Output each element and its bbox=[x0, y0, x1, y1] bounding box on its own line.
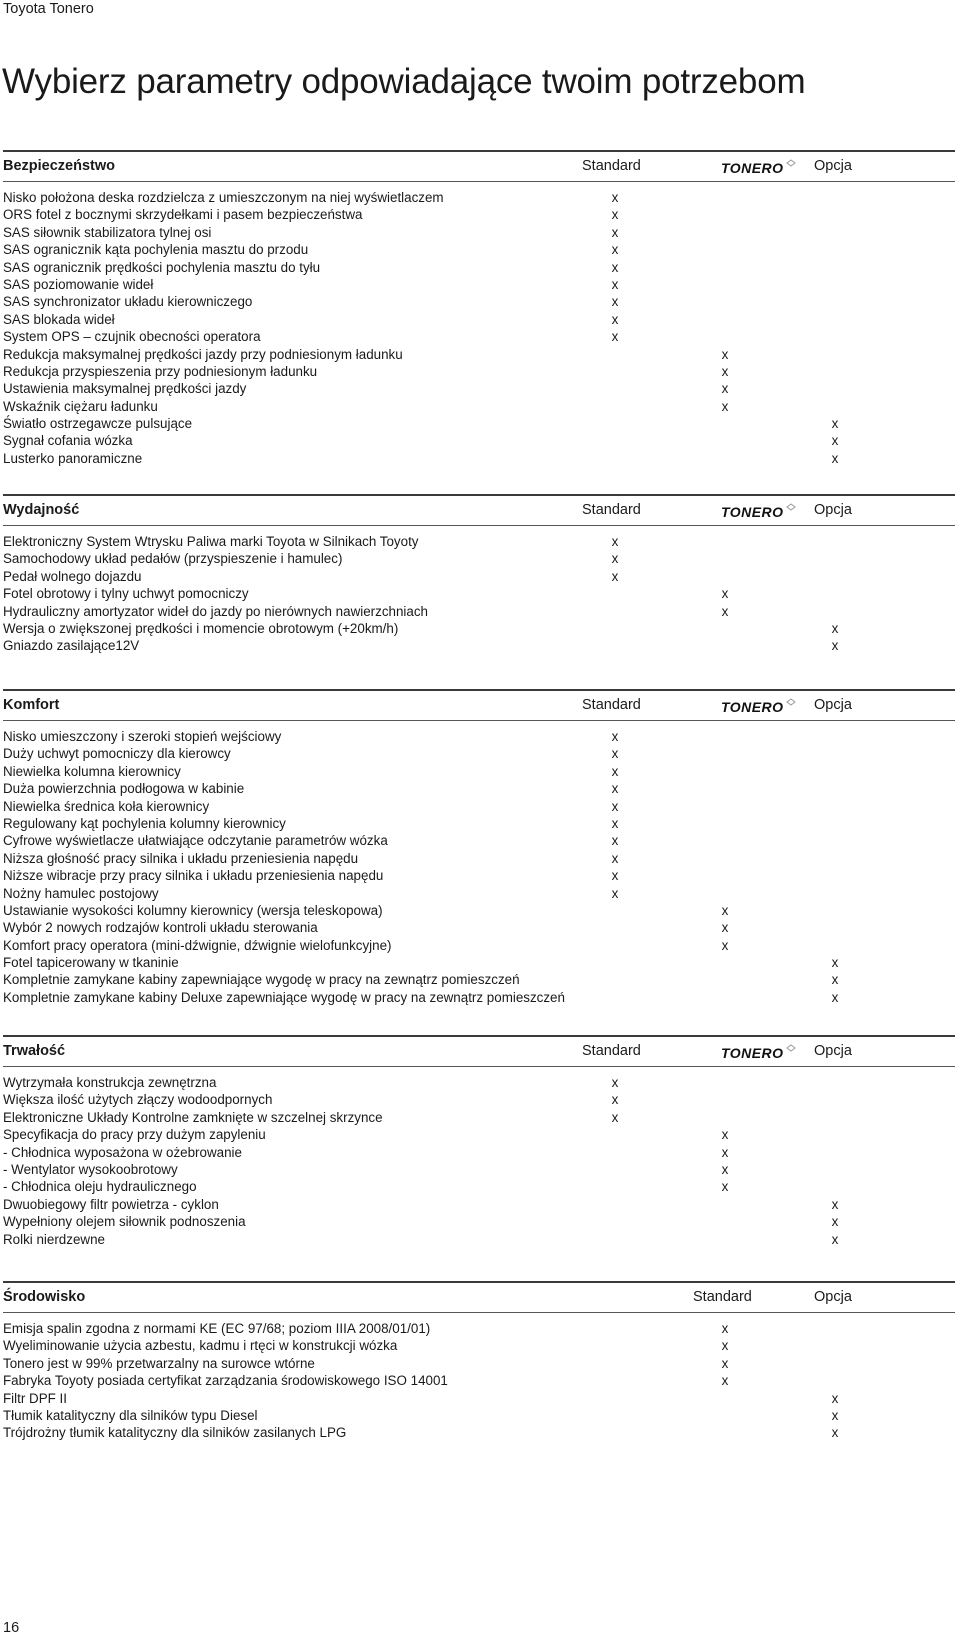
feature-label: Tłumik katalityczny dla silników typu Diesel bbox=[3, 1407, 258, 1423]
feature-row bbox=[3, 867, 955, 884]
spec-section bbox=[3, 1281, 955, 1442]
feature-row bbox=[3, 533, 955, 550]
standard-column-label: Standard bbox=[582, 1043, 641, 1059]
availability-mark: x bbox=[831, 1425, 839, 1441]
feature-label: SAS poziomowanie wideł bbox=[3, 276, 154, 292]
feature-label: Większa ilość użytych złączy wodoodpornych bbox=[3, 1092, 273, 1108]
feature-label: Fabryka Toyoty posiada certyfikat zarządzania środowiskowego ISO 14001 bbox=[3, 1373, 448, 1389]
availability-mark: x bbox=[831, 620, 839, 636]
svg-text:TONERO: TONERO bbox=[721, 160, 783, 176]
feature-row bbox=[3, 745, 955, 762]
feature-row bbox=[3, 432, 955, 449]
availability-mark: x bbox=[721, 1144, 729, 1160]
feature-row bbox=[3, 1337, 955, 1354]
availability-mark: x bbox=[611, 207, 619, 223]
feature-label: SAS siłownik stabilizatora tylnej osi bbox=[3, 224, 212, 240]
standard-column-label: Standard bbox=[582, 697, 641, 713]
feature-label: Kompletnie zamykane kabiny zapewniające wygodę w pracy na zewnątrz pomieszczeń bbox=[3, 972, 520, 988]
feature-label: Emisja spalin zgodna z normami KE (EC 97/68; poziom IIIA 2008/01/01) bbox=[3, 1321, 431, 1336]
availability-mark: x bbox=[611, 551, 619, 567]
feature-label: Światło ostrzegawcze pulsujące bbox=[3, 416, 193, 432]
feature-row bbox=[3, 293, 955, 310]
feature-row bbox=[3, 398, 955, 415]
tonero-logo-icon bbox=[721, 698, 799, 716]
spec-section bbox=[3, 494, 955, 655]
feature-row bbox=[3, 450, 955, 467]
tonero-logo-icon bbox=[721, 1044, 799, 1062]
availability-mark: x bbox=[721, 1127, 729, 1143]
feature-label: Niewielka średnica koła kierownicy bbox=[3, 798, 210, 814]
feature-label: Wypełniony olejem siłownik podnoszenia bbox=[3, 1214, 246, 1230]
feature-label: SAS synchronizator układu kierowniczego bbox=[3, 294, 253, 310]
page-number: 16 bbox=[3, 1620, 20, 1636]
feature-list bbox=[3, 1313, 955, 1442]
feature-list bbox=[3, 721, 955, 1006]
feature-row bbox=[3, 346, 955, 363]
availability-mark: x bbox=[831, 989, 839, 1005]
feature-row bbox=[3, 276, 955, 293]
availability-mark: x bbox=[721, 603, 729, 619]
feature-label: Wybór 2 nowych rodzajów kontroli układu sterowania bbox=[3, 920, 318, 936]
feature-row bbox=[3, 798, 955, 815]
availability-mark: x bbox=[611, 190, 619, 205]
feature-list bbox=[3, 526, 955, 655]
feature-label: Kompletnie zamykane kabiny Deluxe zapewniające wygodę w pracy na zewnątrz pomieszczeń bbox=[3, 989, 565, 1005]
availability-mark: x bbox=[831, 1214, 839, 1230]
feature-label: Komfort pracy operatora (mini-dźwignie, dźwignie wielofunkcyjne) bbox=[3, 937, 392, 953]
option-column-label: Opcja bbox=[814, 158, 852, 174]
standard-column-label: Standard bbox=[693, 1289, 752, 1305]
feature-row bbox=[3, 550, 955, 567]
svg-text:TONERO: TONERO bbox=[721, 1045, 783, 1061]
feature-row bbox=[3, 568, 955, 585]
feature-row bbox=[3, 206, 955, 223]
availability-mark: x bbox=[721, 363, 729, 379]
feature-label: Trójdrożny tłumik katalityczny dla silników zasilanych LPG bbox=[3, 1425, 347, 1441]
feature-label: Fotel obrotowy i tylny uchwyt pomocniczy bbox=[3, 586, 249, 602]
feature-label: Sygnał cofania wózka bbox=[3, 433, 133, 449]
feature-row bbox=[3, 728, 955, 745]
feature-label: Duża powierzchnia podłogowa w kabinie bbox=[3, 781, 245, 797]
feature-label: Elektroniczne Układy Kontrolne zamknięte w szczelnej skrzynce bbox=[3, 1109, 383, 1125]
availability-mark: x bbox=[611, 746, 619, 762]
section-title: Trwałość bbox=[3, 1043, 66, 1059]
option-column-label: Opcja bbox=[814, 697, 852, 713]
availability-mark: x bbox=[721, 1161, 729, 1177]
feature-row bbox=[3, 1074, 955, 1091]
feature-label: Samochodowy układ pedałów (przyspieszenie i hamulec) bbox=[3, 551, 343, 567]
feature-row bbox=[3, 954, 955, 971]
availability-mark: x bbox=[721, 381, 729, 397]
option-column-label: Opcja bbox=[814, 1289, 852, 1305]
feature-label: Filtr DPF II bbox=[3, 1390, 67, 1406]
feature-label: Cyfrowe wyświetlacze ułatwiające odczytanie parametrów wózka bbox=[3, 833, 388, 849]
availability-mark: x bbox=[611, 568, 619, 584]
feature-label: Lusterko panoramiczne bbox=[3, 450, 143, 466]
availability-mark: x bbox=[611, 259, 619, 275]
availability-mark: x bbox=[611, 224, 619, 240]
section-title: Środowisko bbox=[3, 1289, 86, 1305]
feature-row bbox=[3, 415, 955, 432]
option-column-label: Opcja bbox=[814, 502, 852, 518]
feature-label: ORS fotel z bocznymi skrzydełkami i pasem bezpieczeństwa bbox=[3, 207, 363, 223]
feature-row bbox=[3, 937, 955, 954]
section-header bbox=[3, 1281, 955, 1313]
feature-row bbox=[3, 259, 955, 276]
availability-mark: x bbox=[611, 798, 619, 814]
availability-mark: x bbox=[831, 972, 839, 988]
availability-mark: x bbox=[721, 1321, 729, 1336]
feature-label: Redukcja maksymalnej prędkości jazdy przy podniesionym ładunku bbox=[3, 346, 403, 362]
feature-row bbox=[3, 971, 955, 988]
feature-row bbox=[3, 1161, 955, 1178]
section-header bbox=[3, 150, 955, 182]
feature-row bbox=[3, 603, 955, 620]
feature-label: Wytrzymała konstrukcja zewnętrzna bbox=[3, 1075, 217, 1090]
feature-label: Pedał wolnego dojazdu bbox=[3, 568, 142, 584]
standard-column-label: Standard bbox=[582, 158, 641, 174]
feature-row bbox=[3, 1355, 955, 1372]
availability-mark: x bbox=[611, 885, 619, 901]
feature-label: Specyfikacja do pracy przy dużym zapyleniu bbox=[3, 1127, 266, 1143]
availability-mark: x bbox=[611, 534, 619, 549]
feature-row bbox=[3, 1109, 955, 1126]
feature-label: Niższa głośność pracy silnika i układu przeniesienia napędu bbox=[3, 850, 359, 866]
availability-mark: x bbox=[721, 937, 729, 953]
availability-mark: x bbox=[831, 1407, 839, 1423]
availability-mark: x bbox=[831, 1231, 839, 1247]
feature-row bbox=[3, 1320, 955, 1337]
tonero-logo-icon bbox=[721, 159, 799, 177]
feature-row bbox=[3, 1091, 955, 1108]
availability-mark: x bbox=[611, 294, 619, 310]
feature-row bbox=[3, 224, 955, 241]
svg-text:TONERO: TONERO bbox=[721, 699, 783, 715]
spec-section bbox=[3, 689, 955, 1006]
feature-list bbox=[3, 1067, 955, 1248]
availability-mark: x bbox=[721, 1338, 729, 1354]
feature-label: SAS blokada wideł bbox=[3, 311, 115, 327]
availability-mark: x bbox=[611, 1109, 619, 1125]
availability-mark: x bbox=[611, 729, 619, 744]
feature-label: Niższe wibracje przy pracy silnika i układu przeniesienia napędu bbox=[3, 868, 384, 884]
availability-mark: x bbox=[721, 902, 729, 918]
feature-row bbox=[3, 1178, 955, 1195]
option-column-label: Opcja bbox=[814, 1043, 852, 1059]
availability-mark: x bbox=[611, 311, 619, 327]
availability-mark: x bbox=[721, 1355, 729, 1371]
availability-mark: x bbox=[611, 242, 619, 258]
availability-mark: x bbox=[611, 781, 619, 797]
feature-row bbox=[3, 1390, 955, 1407]
feature-row bbox=[3, 885, 955, 902]
spec-section bbox=[3, 1035, 955, 1248]
feature-row bbox=[3, 832, 955, 849]
availability-mark: x bbox=[721, 1373, 729, 1389]
feature-label: Wersja o zwiększonej prędkości i momencie obrotowym (+20km/h) bbox=[3, 620, 399, 636]
feature-label: - Wentylator wysokoobrotowy bbox=[3, 1161, 178, 1177]
feature-label: Ustawienia maksymalnej prędkości jazdy bbox=[3, 381, 247, 397]
feature-label: Nożny hamulec postojowy bbox=[3, 885, 159, 901]
feature-row bbox=[3, 1407, 955, 1424]
feature-row bbox=[3, 919, 955, 936]
section-header bbox=[3, 1035, 955, 1067]
feature-row bbox=[3, 585, 955, 602]
availability-mark: x bbox=[721, 346, 729, 362]
section-title: Wydajność bbox=[3, 502, 80, 518]
availability-mark: x bbox=[611, 1092, 619, 1108]
feature-row bbox=[3, 380, 955, 397]
availability-mark: x bbox=[611, 868, 619, 884]
availability-mark: x bbox=[831, 1390, 839, 1406]
availability-mark: x bbox=[831, 1196, 839, 1212]
feature-label: Dwuobiegowy filtr powietrza - cyklon bbox=[3, 1196, 219, 1212]
feature-label: Elektroniczny System Wtrysku Paliwa marki Toyota w Silnikach Toyoty bbox=[3, 534, 419, 549]
availability-mark: x bbox=[831, 416, 839, 432]
feature-label: SAS ogranicznik prędkości pochylenia masztu do tyłu bbox=[3, 259, 321, 275]
standard-column-label: Standard bbox=[582, 502, 641, 518]
feature-label: Nisko umieszczony i szeroki stopień wejściowy bbox=[3, 729, 282, 744]
feature-row bbox=[3, 363, 955, 380]
feature-row bbox=[3, 328, 955, 345]
spec-section bbox=[3, 150, 955, 467]
feature-label: Redukcja przyspieszenia przy podniesionym ładunku bbox=[3, 363, 318, 379]
feature-label: Tonero jest w 99% przetwarzalny na surowce wtórne bbox=[3, 1355, 315, 1371]
availability-mark: x bbox=[721, 1179, 729, 1195]
feature-row bbox=[3, 1424, 955, 1441]
feature-label: - Chłodnica wyposażona w ożebrowanie bbox=[3, 1144, 242, 1160]
availability-mark: x bbox=[721, 920, 729, 936]
feature-row bbox=[3, 1231, 955, 1248]
feature-list bbox=[3, 182, 955, 467]
availability-mark: x bbox=[611, 329, 619, 345]
availability-mark: x bbox=[611, 276, 619, 292]
availability-mark: x bbox=[721, 586, 729, 602]
feature-row bbox=[3, 989, 955, 1006]
feature-label: Duży uchwyt pomocniczy dla kierowcy bbox=[3, 746, 231, 762]
feature-row bbox=[3, 850, 955, 867]
feature-row bbox=[3, 311, 955, 328]
availability-mark: x bbox=[831, 433, 839, 449]
feature-row bbox=[3, 637, 955, 654]
feature-label: System OPS – czujnik obecności operatora bbox=[3, 329, 261, 345]
availability-mark: x bbox=[611, 815, 619, 831]
feature-row bbox=[3, 1126, 955, 1143]
availability-mark: x bbox=[831, 955, 839, 971]
feature-label: Ustawianie wysokości kolumny kierownicy (wersja teleskopowa) bbox=[3, 902, 383, 918]
availability-mark: x bbox=[721, 398, 729, 414]
feature-label: Nisko położona deska rozdzielcza z umieszczonym na niej wyświetlaczem bbox=[3, 190, 444, 205]
feature-label: Wyeliminowanie użycia azbestu, kadmu i rtęci w konstrukcji wózka bbox=[3, 1338, 398, 1354]
feature-label: Fotel tapicerowany w tkaninie bbox=[3, 955, 179, 971]
svg-text:TONERO: TONERO bbox=[721, 504, 783, 520]
page-title: Wybierz parametry odpowiadające twoim potrzebom bbox=[2, 62, 806, 101]
feature-row bbox=[3, 763, 955, 780]
feature-row bbox=[3, 620, 955, 637]
availability-mark: x bbox=[611, 1075, 619, 1090]
feature-label: Gniazdo zasilające12V bbox=[3, 638, 140, 654]
section-header bbox=[3, 494, 955, 526]
feature-label: - Chłodnica oleju hydraulicznego bbox=[3, 1179, 197, 1195]
feature-label: Niewielka kolumna kierownicy bbox=[3, 763, 181, 779]
brand-label: Toyota Tonero bbox=[3, 1, 94, 17]
feature-row bbox=[3, 902, 955, 919]
availability-mark: x bbox=[611, 833, 619, 849]
section-header bbox=[3, 689, 955, 721]
feature-row bbox=[3, 1144, 955, 1161]
feature-label: Hydrauliczny amortyzator wideł do jazdy po nierównych nawierzchniach bbox=[3, 603, 428, 619]
feature-row bbox=[3, 241, 955, 258]
feature-row bbox=[3, 1213, 955, 1230]
tonero-logo-icon bbox=[721, 503, 799, 521]
feature-label: Wskaźnik ciężaru ładunku bbox=[3, 398, 158, 414]
feature-row bbox=[3, 780, 955, 797]
feature-label: Rolki nierdzewne bbox=[3, 1231, 105, 1247]
feature-row bbox=[3, 189, 955, 206]
feature-label: Regulowany kąt pochylenia kolumny kierownicy bbox=[3, 815, 286, 831]
section-title: Bezpieczeństwo bbox=[3, 158, 115, 174]
availability-mark: x bbox=[831, 638, 839, 654]
availability-mark: x bbox=[611, 850, 619, 866]
feature-row bbox=[3, 815, 955, 832]
feature-row bbox=[3, 1372, 955, 1389]
section-title: Komfort bbox=[3, 697, 60, 713]
availability-mark: x bbox=[831, 450, 839, 466]
feature-label: SAS ogranicznik kąta pochylenia masztu do przodu bbox=[3, 242, 309, 258]
availability-mark: x bbox=[611, 763, 619, 779]
feature-row bbox=[3, 1196, 955, 1213]
